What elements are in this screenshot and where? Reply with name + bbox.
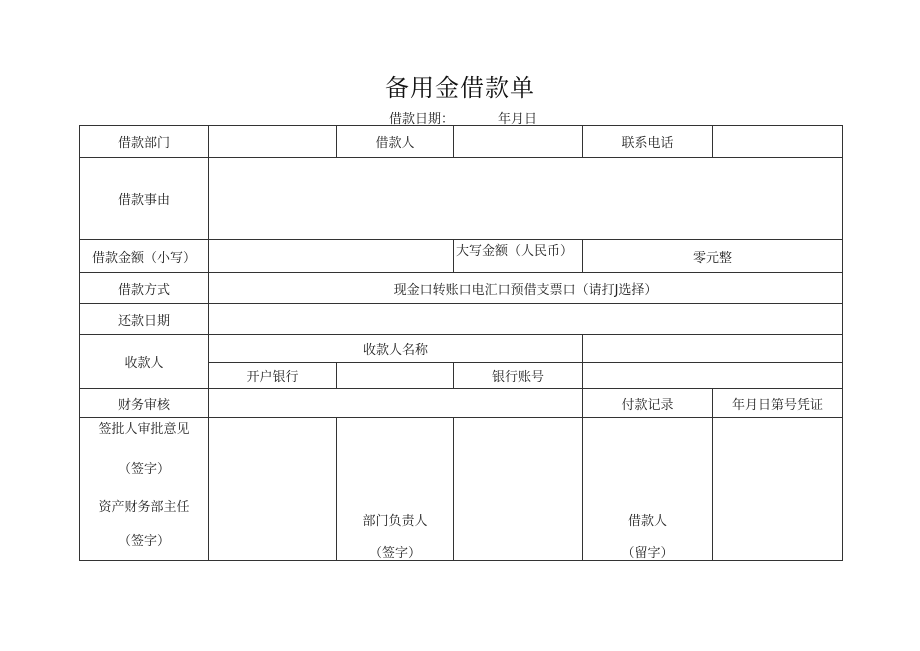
approver-cell [80,418,209,561]
finance-review-label: 财务审核 [80,389,209,418]
borrower-field[interactable] [454,126,583,158]
account-label: 银行账号 [454,363,583,389]
payee-name-field[interactable] [583,335,843,363]
phone-label: 联系电话 [583,126,713,158]
amount-big-field[interactable] [583,240,843,273]
account-field[interactable] [583,363,843,389]
bank-label: 开户银行 [209,363,337,389]
loan-date-label: 借款日期： [389,112,455,127]
approver-sign-field[interactable] [209,418,337,561]
dept-head-sign-field[interactable] [454,418,583,561]
repay-date-label: 还款日期 [80,304,209,335]
borrower-sign-note: （留字） [621,546,674,561]
payee-name-label: 收款人名称 [209,335,583,363]
method-options[interactable]: 现金口转账口电汇口预借支票口（请打J选择） [209,273,843,304]
borrower-label: 借款人 [337,126,454,158]
amount-big-label: 大写金额（人民币） [454,240,583,273]
repay-date-field[interactable] [209,304,843,335]
form-title: 备用金借款单 [385,74,535,102]
finance-review-field[interactable] [209,389,583,418]
asset-finance-label: 资产财务部主任 [98,500,190,515]
asset-finance-sign: （签字） [117,534,170,549]
dept-head-sign: （签字） [368,546,421,561]
reason-field[interactable] [209,158,843,240]
approver-label: 签批人审批意见 [98,422,190,437]
borrower-sign-label: 借款人 [627,514,667,529]
voucher-text: 年月日第号凭证 [713,389,843,418]
loan-form-table [79,125,843,561]
dept-field[interactable] [209,126,337,158]
amount-small-field[interactable] [209,240,454,273]
dept-label: 借款部门 [80,126,209,158]
amount-big-suffix: 零元整 [692,250,732,266]
reason-label: 借款事由 [80,158,209,240]
bank-field[interactable] [337,363,454,389]
method-label: 借款方式 [80,273,209,304]
dept-head-cell [337,418,454,561]
borrower-sign-cell [583,418,713,561]
loan-date-ymd: 年月日 [498,112,538,127]
approver-sign: （签字） [117,462,170,477]
phone-field[interactable] [713,126,843,158]
payee-label: 收款人 [80,335,209,389]
payment-record-label: 付款记录 [583,389,713,418]
dept-head-label: 部门负责人 [362,514,428,529]
borrower-sign-field[interactable] [713,418,843,561]
amount-small-label: 借款金额（小写） [80,240,209,273]
